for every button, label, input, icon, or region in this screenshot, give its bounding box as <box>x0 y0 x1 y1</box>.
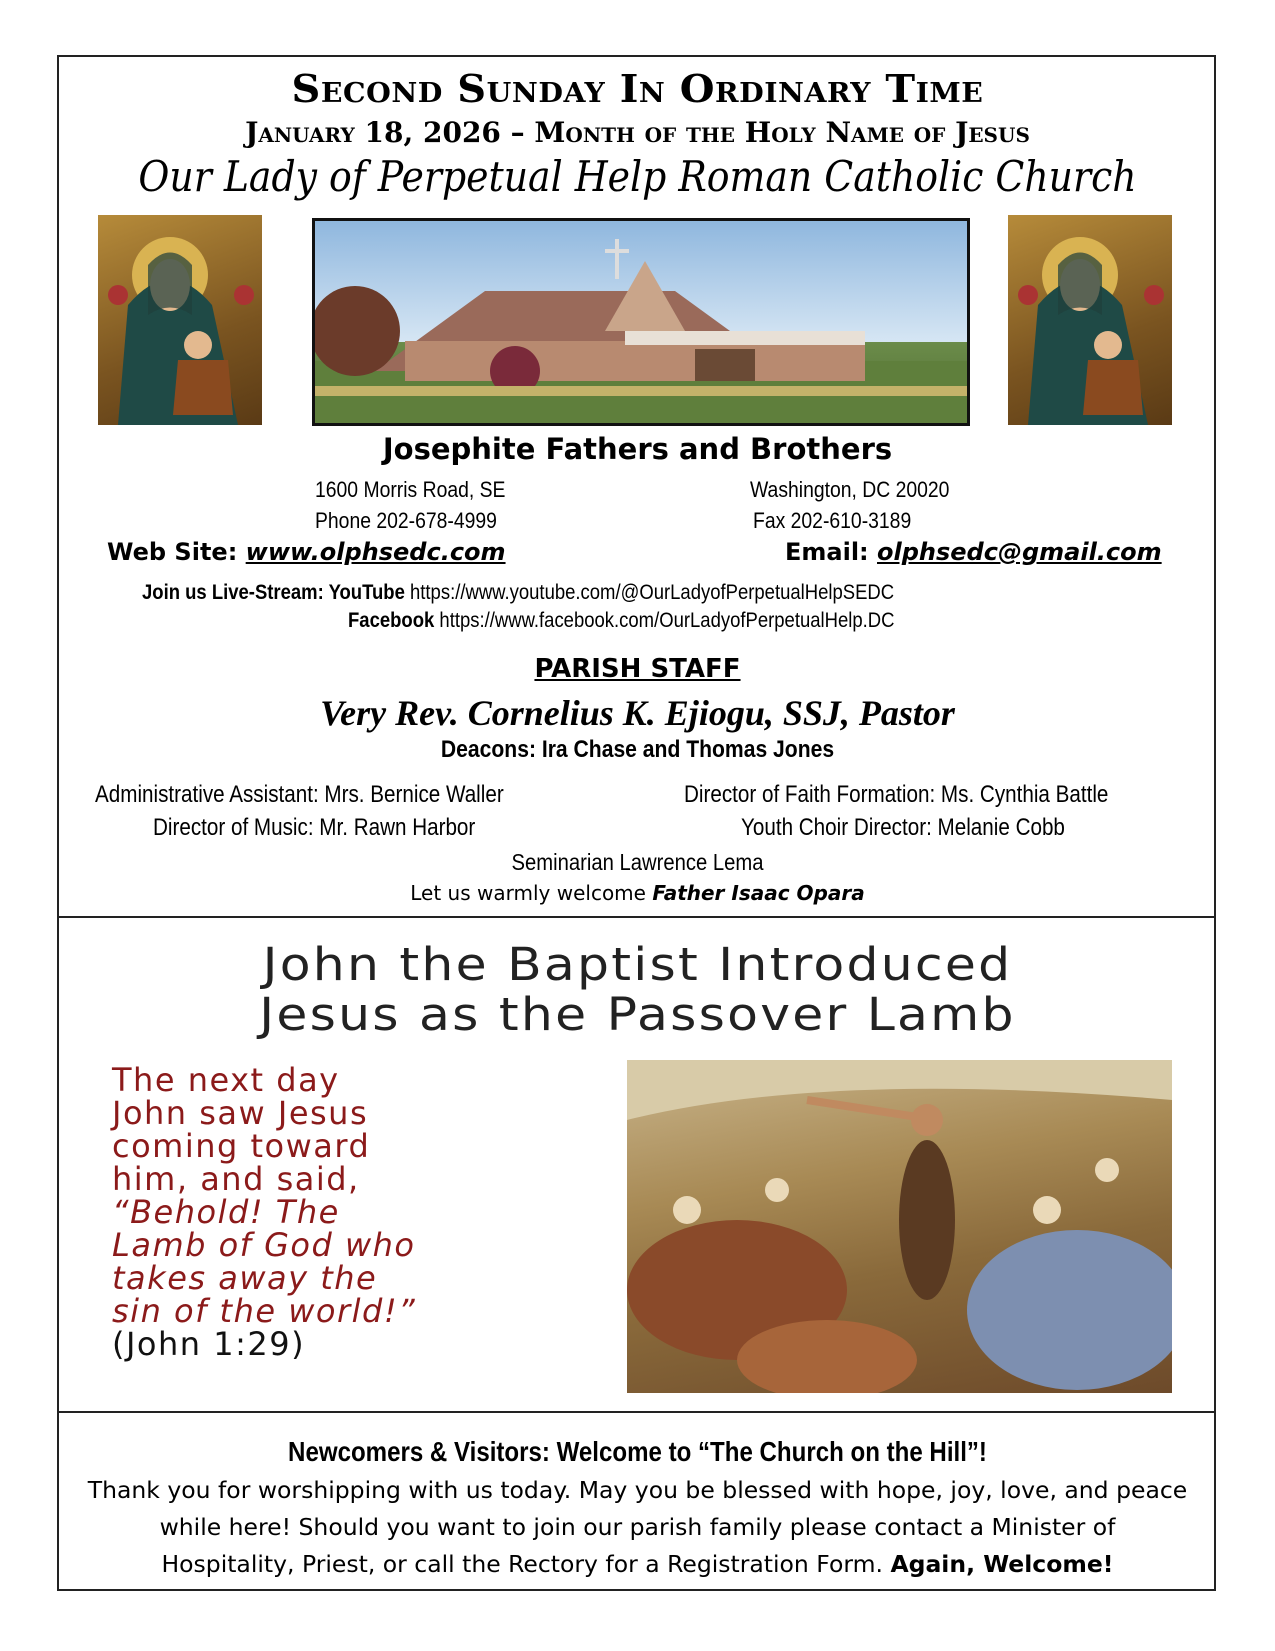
feature-title-line1: John the Baptist Introduced <box>262 938 1013 991</box>
section-divider <box>57 1411 1216 1413</box>
facebook-link[interactable]: https://www.facebook.com/OurLadyofPerpetualHelp.DC <box>439 609 895 632</box>
director-music: Director of Music: Mr. Rawn Harbor <box>153 814 476 841</box>
quote-line: “Behold! The <box>112 1193 340 1231</box>
youtube-link[interactable]: https://www.youtube.com/@OurLadyofPerpetualHelpSEDC <box>410 581 895 604</box>
newcomers-line3-text: Hospitality, Priest, or call the Rectory for a Registration Form. <box>161 1550 883 1578</box>
welcome-name: Father Isaac Opara <box>652 881 865 905</box>
newcomers-line2: while here! Should you want to join our parish family please contact a Minister of <box>159 1513 1116 1541</box>
quote-line: sin of the world!” <box>112 1292 417 1330</box>
scripture-reference: (John 1:29) <box>112 1325 306 1363</box>
our-lady-icon-left <box>98 215 262 425</box>
street-address: 1600 Morris Road, SE <box>315 477 506 502</box>
website-label: Web Site: <box>107 538 238 566</box>
website-link[interactable]: www.olphsedc.com <box>245 538 506 566</box>
deacons: Deacons: Ira Chase and Thomas Jones <box>440 736 835 763</box>
quote-line: The next day <box>112 1061 340 1099</box>
newcomers-line1: Thank you for worshipping with us today. May you be blessed with hope, joy, love, and peace <box>87 1476 1188 1504</box>
newcomers-line3 <box>0 1550 1275 1578</box>
quote-line: John saw Jesus <box>112 1094 369 1132</box>
facebook-label: Facebook <box>348 609 435 632</box>
quote-line: Lamb of God who <box>112 1226 416 1264</box>
livestream-youtube <box>142 581 894 605</box>
section-divider <box>57 916 1216 918</box>
livestream-label: Join us Live-Stream: YouTube <box>142 581 405 604</box>
youth-choir-director: Youth Choir Director: Melanie Cobb <box>741 814 1065 841</box>
date-line: January 18, 2026 – Month of the Holy Name of Jesus <box>245 116 1030 149</box>
john-baptist-painting <box>627 1060 1172 1393</box>
fax-number: Fax 202-610-3189 <box>753 508 912 533</box>
newcomers-closing: Again, Welcome! <box>890 1550 1114 1578</box>
seminarian: Seminarian Lawrence Lema <box>511 849 764 875</box>
administrative-assistant: Administrative Assistant: Mrs. Bernice Waller <box>95 781 504 808</box>
quote-line: takes away the <box>112 1259 378 1297</box>
church-name: Our Lady of Perpetual Help Roman Catholic Church <box>138 152 1137 201</box>
city-address: Washington, DC 20020 <box>750 477 950 502</box>
parish-staff-heading: PARISH STAFF <box>534 654 741 684</box>
welcome-prefix: Let us warmly welcome <box>410 881 646 905</box>
director-faith-formation: Director of Faith Formation: Ms. Cynthia Battle <box>684 781 1109 808</box>
welcome-line <box>0 881 1275 905</box>
quote-line: him, and said, <box>112 1160 360 1198</box>
quote-line: coming toward <box>112 1127 371 1165</box>
newcomers-heading: Newcomers & Visitors: Welcome to “The Church on the Hill”! <box>288 1436 987 1467</box>
email-label: Email: <box>785 538 869 566</box>
order-name: Josephite Fathers and Brothers <box>382 432 893 466</box>
our-lady-icon-right <box>1008 215 1172 425</box>
email-line <box>785 538 1162 566</box>
church-building-photo <box>312 218 970 426</box>
email-link[interactable]: olphsedc@gmail.com <box>877 538 1162 566</box>
website-line <box>107 538 506 566</box>
phone-number: Phone 202-678-4999 <box>315 508 497 533</box>
livestream-facebook <box>348 609 894 633</box>
pastor-name: Very Rev. Cornelius K. Ejiogu, SSJ, Pastor <box>320 693 955 733</box>
feature-title-line2: Jesus as the Passover Lamb <box>259 988 1016 1041</box>
scripture-quote <box>112 1061 417 1363</box>
bulletin-title: Second Sunday In Ordinary Time <box>291 66 984 111</box>
